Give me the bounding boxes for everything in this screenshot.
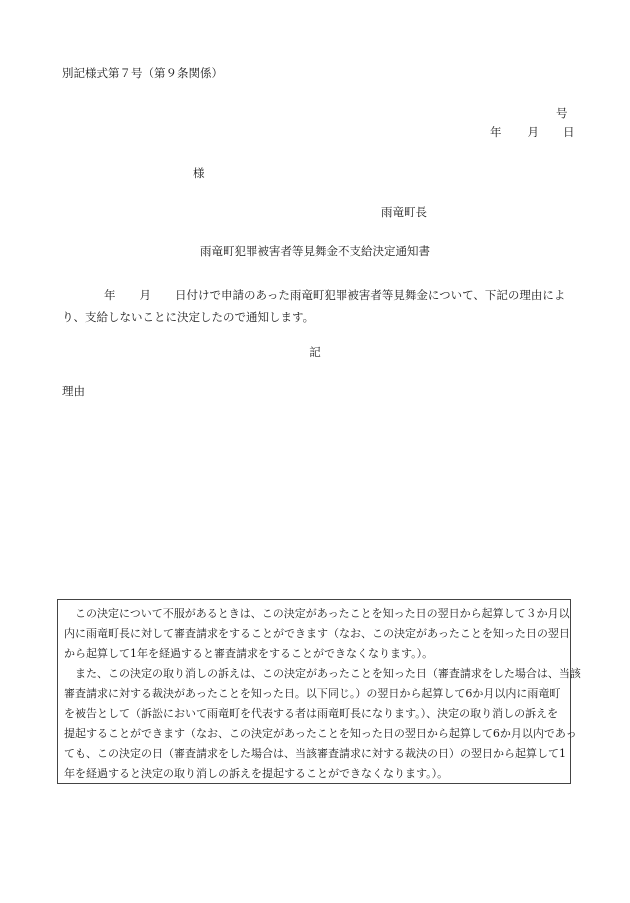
notice-line: 提起することができます（なお、この決定があったことを知った日の翌日から起算して6か月以内であっ xyxy=(64,727,577,740)
body-text xyxy=(62,284,572,328)
body-line-2: り、支給しないことに決定したので通知します。 xyxy=(62,310,315,324)
notice-line: 年を経過すると決定の取り消しの訴えを提起することができなくなります。）。 xyxy=(64,767,449,780)
date-year: 年 xyxy=(490,125,502,139)
body-year: 年 xyxy=(104,288,116,302)
body-line-1-rest: 日付けで申請のあった雨竜町犯罪被害者等見舞金について、下記の理由によ xyxy=(175,288,566,302)
document-title: 雨竜町犯罪被害者等見舞金不支給決定通知書 xyxy=(200,244,430,258)
ki-heading: 記 xyxy=(309,345,321,359)
notice-line: この決定について不服があるときは、この決定があったことを知った日の翌日から起算して３か月以 xyxy=(64,607,570,620)
date-line xyxy=(490,126,575,140)
recipient-suffix: 様 xyxy=(193,166,205,180)
form-number: 別記様式第７号（第９条関係） xyxy=(62,66,223,80)
notice-line: ても、この決定の日（審査請求をした場合は、当該審査請求に対する裁決の日）の翌日から起算して1 xyxy=(64,747,566,760)
notice-line: また、この決定の取り消しの訴えは、この決定があったことを知った日（審査請求をした場合は、当該 xyxy=(64,667,581,680)
appeal-notice-box xyxy=(57,599,581,784)
notice-line: 審査請求に対する裁決があったことを知った日。以下同じ。）の翌日から起算して6か月以内に雨竜町 xyxy=(64,687,561,700)
body-month: 月 xyxy=(139,288,151,302)
date-month: 月 xyxy=(527,125,539,139)
sender-name: 雨竜町長 xyxy=(381,205,427,219)
notice-line: から起算して1年を経過すると審査請求をすることができなくなります。）。 xyxy=(64,647,434,660)
date-day: 日 xyxy=(563,125,575,139)
notice-line: 内に雨竜町長に対して審査請求をすることができます（なお、この決定があったことを知った日の翌日 xyxy=(64,627,570,640)
document-number-label: 号 xyxy=(556,106,568,120)
reason-label: 理由 xyxy=(62,384,85,398)
body-line-1 xyxy=(62,284,572,306)
notice-line: を被告として（訴訟において雨竜町を代表する者は雨竜町長になります。）、決定の取り消しの訴えを xyxy=(64,707,559,720)
